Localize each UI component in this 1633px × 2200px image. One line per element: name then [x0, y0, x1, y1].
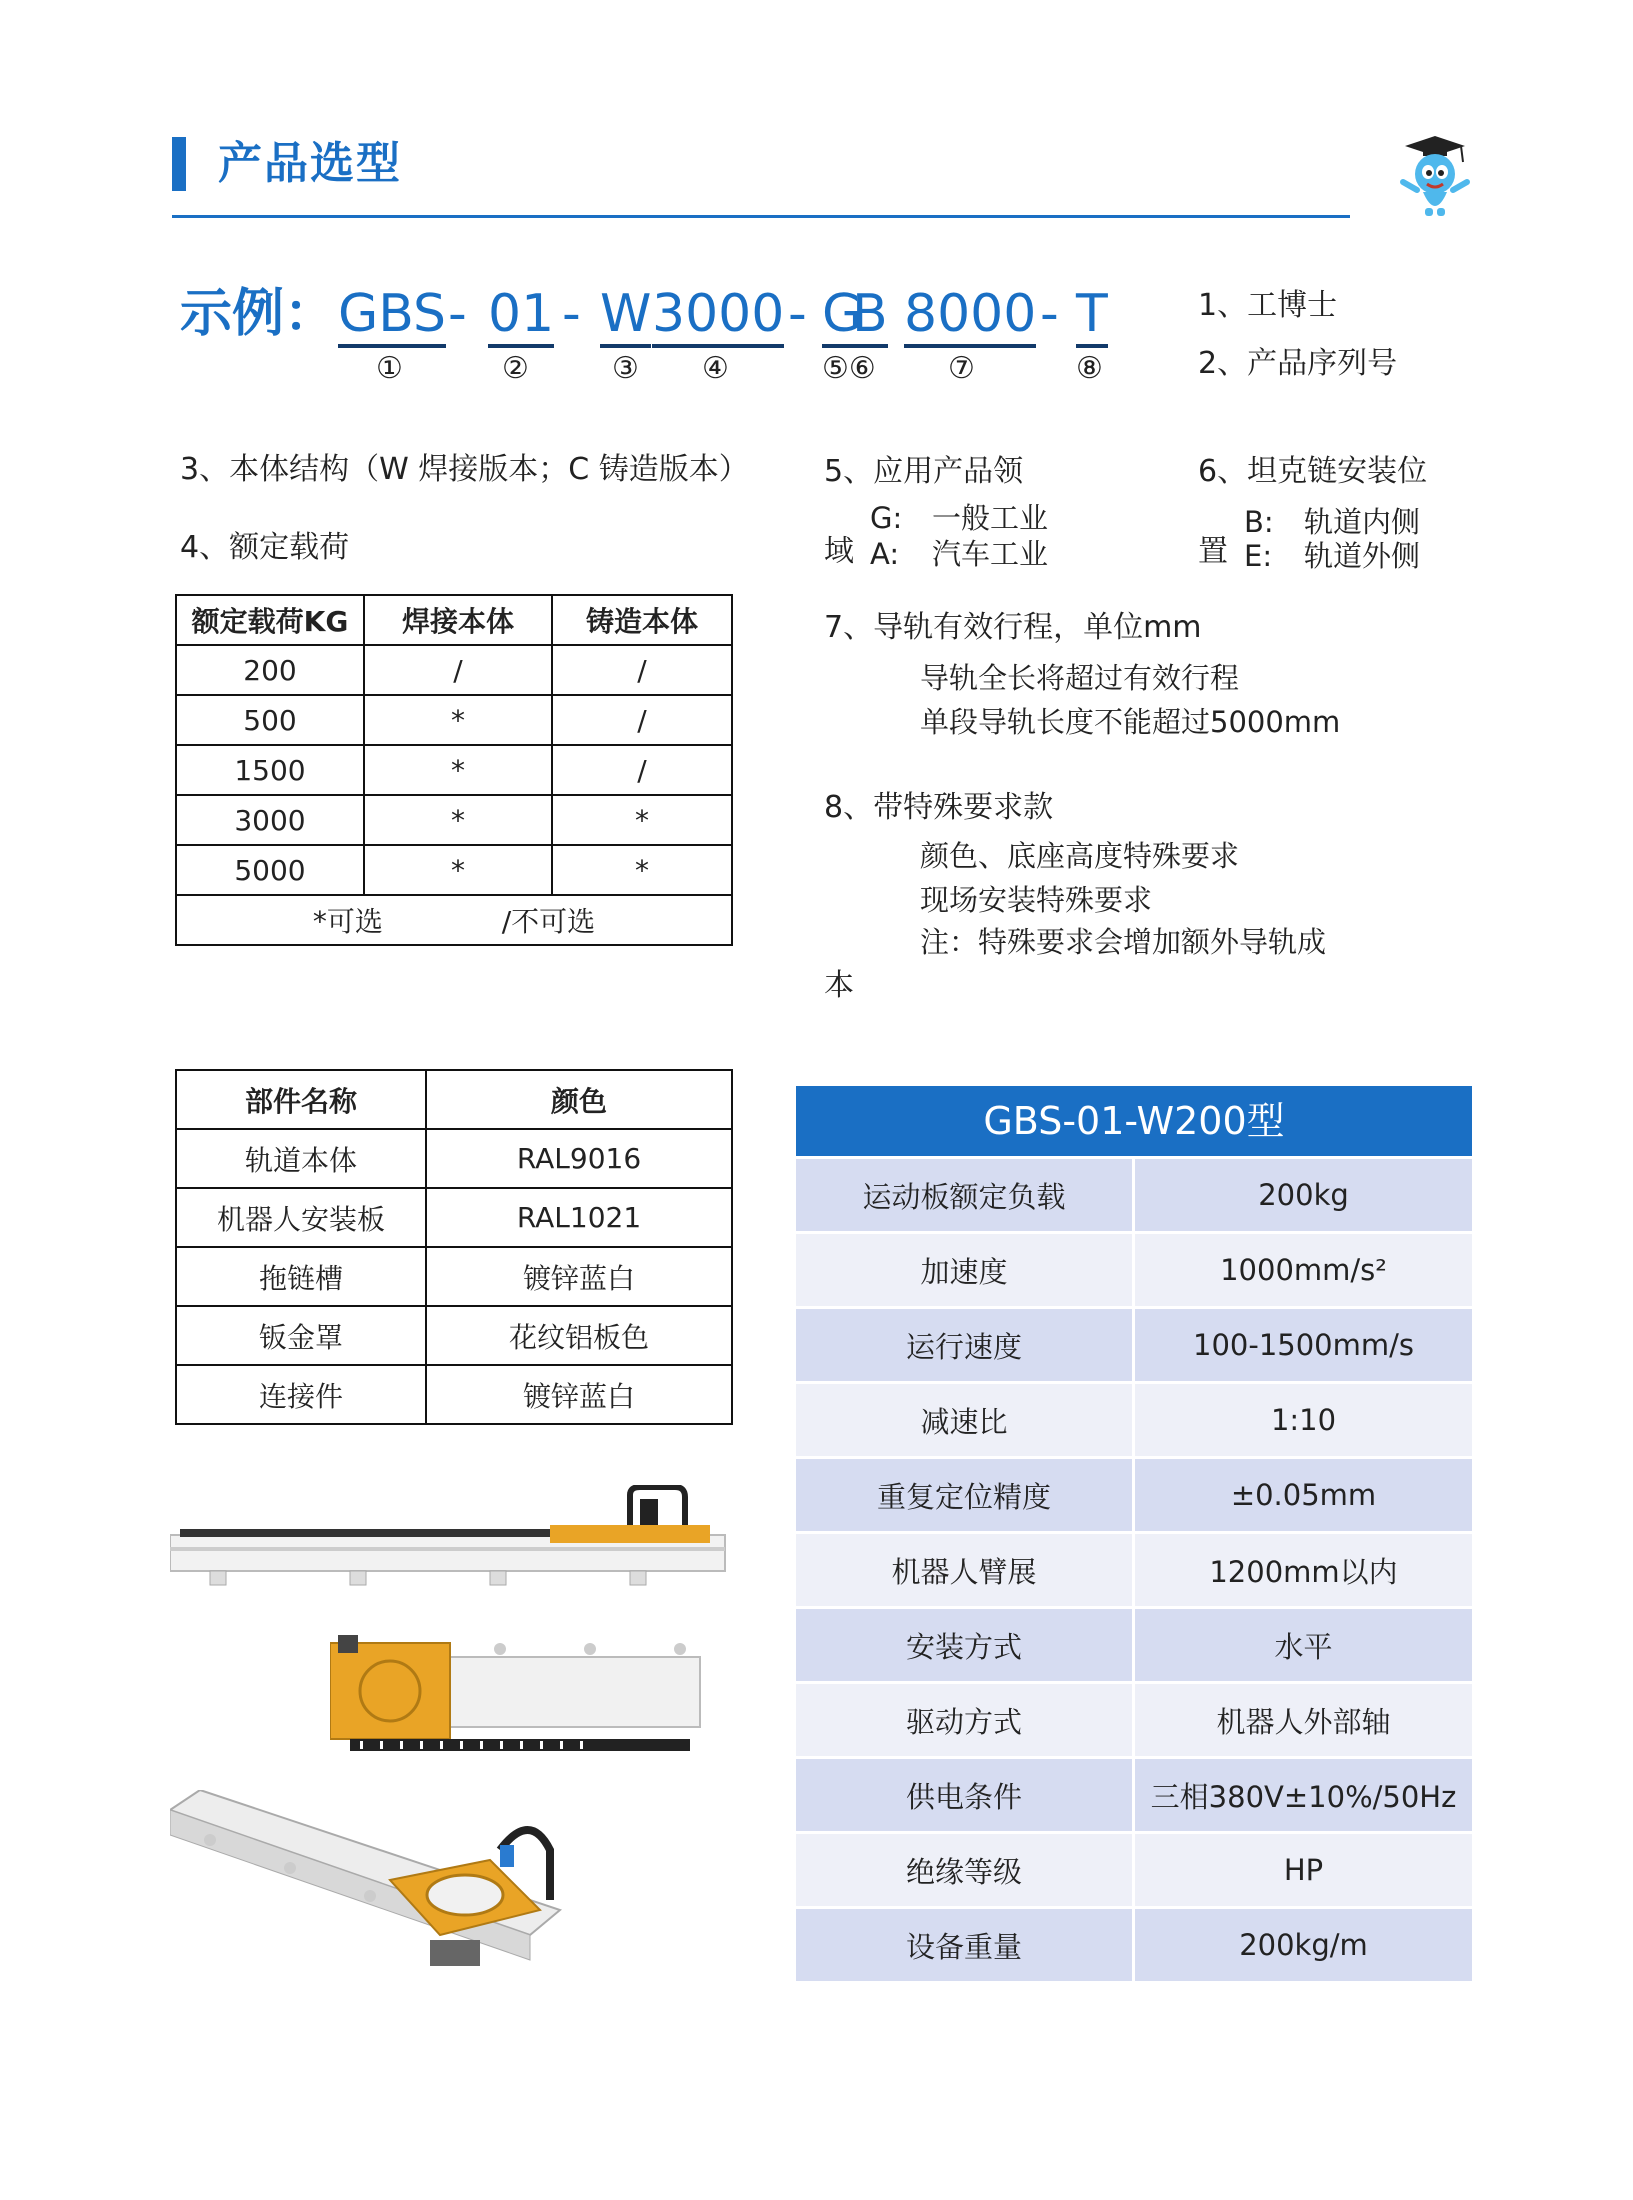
code-serial: 01: [488, 282, 554, 346]
spec-value: 1:10: [1135, 1384, 1472, 1456]
note-6-e-value: 轨道外侧: [1304, 539, 1421, 573]
table-row: [176, 1129, 732, 1188]
table-cell: *: [364, 795, 552, 845]
product-side-view-image: [170, 1485, 735, 1595]
code-dash-3: -: [788, 284, 807, 344]
note-6-tail: 置: [1198, 534, 1228, 569]
code-number-7: ⑦: [948, 351, 975, 386]
table-cell: *: [552, 845, 732, 895]
parts-color-table: [175, 1069, 733, 1425]
table-row: [796, 1681, 1472, 1756]
code-load: 3000: [652, 282, 784, 346]
code-field: G: [822, 282, 862, 346]
code-number-1: ①: [376, 351, 403, 386]
code-number-3: ③: [612, 351, 639, 386]
table-cell: 200: [176, 645, 364, 695]
table-cell: /: [552, 645, 732, 695]
note-4: 4、额定载荷: [180, 530, 350, 565]
spec-value: 200kg/m: [1135, 1909, 1472, 1981]
spec-label: 重复定位精度: [796, 1459, 1135, 1531]
example-prefix: 示例：: [180, 284, 337, 344]
note-5-title: 5、应用产品领: [824, 454, 1024, 489]
code-dash-4: -: [1040, 284, 1059, 344]
table-cell: 花纹铝板色: [426, 1306, 732, 1365]
table-header-row: [176, 1070, 732, 1129]
table-cell: *: [552, 795, 732, 845]
table-cell: 镀锌蓝白: [426, 1365, 732, 1424]
code-number-8: ⑧: [1076, 351, 1103, 386]
note-5-g-key: G:: [870, 501, 903, 535]
code-dash-2: -: [562, 284, 581, 344]
code-dash-1: -: [448, 284, 467, 344]
note-8-title: 8、带特殊要求款: [824, 790, 1054, 825]
spec-label: 机器人臂展: [796, 1534, 1135, 1606]
table-row: [796, 1306, 1472, 1381]
spec-label: 供电条件: [796, 1759, 1135, 1831]
note-8-line-2: 现场安装特殊要求: [920, 883, 1153, 917]
table-row: [796, 1531, 1472, 1606]
code-number-5-6: ⑤⑥: [822, 351, 876, 386]
spec-value: HP: [1135, 1834, 1472, 1906]
note-8-line-1: 颜色、底座高度特殊要求: [920, 839, 1240, 873]
spec-value: 三相380V±10%/50Hz: [1135, 1759, 1472, 1831]
note-8-tail: 本: [824, 968, 854, 1003]
table-row: [176, 645, 732, 695]
note-1: 1、工博士: [1198, 288, 1338, 323]
spec-label: 设备重量: [796, 1909, 1135, 1981]
page-title: 产品选型: [218, 138, 402, 189]
table-legend-cell: [176, 895, 732, 945]
table-row: [176, 745, 732, 795]
note-6-b-value: 轨道内侧: [1304, 505, 1421, 539]
table-cell: *: [364, 745, 552, 795]
spec-label: 安装方式: [796, 1609, 1135, 1681]
spec-label: 加速度: [796, 1234, 1135, 1306]
note-6-e-key: E:: [1244, 539, 1273, 573]
note-6-b-key: B:: [1244, 505, 1274, 539]
table-row: [796, 1231, 1472, 1306]
table-cell: 1500: [176, 745, 364, 795]
table-header-cell: 颜色: [426, 1070, 732, 1129]
code-structure: W: [600, 282, 651, 346]
table-cell: *: [364, 845, 552, 895]
table-row: [176, 845, 732, 895]
spec-label: 驱动方式: [796, 1684, 1135, 1756]
code-brand: GBS: [338, 282, 446, 346]
header-accent-bar: [172, 137, 186, 191]
note-7-line-1: 导轨全长将超过有效行程: [920, 661, 1240, 695]
table-cell: 5000: [176, 845, 364, 895]
spec-label: 运行速度: [796, 1309, 1135, 1381]
legend-not-optional: /不可选: [501, 905, 596, 938]
table-row: [796, 1606, 1472, 1681]
table-row: [176, 1247, 732, 1306]
spec-value: 1200mm以内: [1135, 1534, 1472, 1606]
note-7-line-2: 单段导轨长度不能超过5000mm: [920, 705, 1341, 739]
spec-value: 水平: [1135, 1609, 1472, 1681]
note-6-title: 6、坦克链安装位: [1198, 454, 1428, 489]
spec-table-title: GBS-01-W200型: [796, 1086, 1472, 1156]
table-row: [176, 1188, 732, 1247]
note-5-a-value: 汽车工业: [932, 537, 1049, 571]
table-cell: 500: [176, 695, 364, 745]
table-row: [796, 1381, 1472, 1456]
table-row: [176, 1365, 732, 1424]
mascot-logo-icon: [1395, 130, 1475, 220]
note-7-title: 7、导轨有效行程，单位mm: [824, 610, 1202, 645]
table-cell: *: [364, 695, 552, 745]
spec-value: 100-1500mm/s: [1135, 1309, 1472, 1381]
table-row: [176, 695, 732, 745]
spec-table: [796, 1086, 1472, 1981]
table-cell: RAL9016: [426, 1129, 732, 1188]
table-row: [796, 1756, 1472, 1831]
code-chain: B: [852, 282, 888, 346]
table-cell: /: [364, 645, 552, 695]
note-5-g-value: 一般工业: [932, 501, 1049, 535]
table-cell: 机器人安装板: [176, 1188, 426, 1247]
spec-value: ±0.05mm: [1135, 1459, 1472, 1531]
table-header-cell: 部件名称: [176, 1070, 426, 1129]
spec-label: 运动板额定负载: [796, 1159, 1135, 1231]
table-legend-row: [176, 895, 732, 945]
spec-label: 绝缘等级: [796, 1834, 1135, 1906]
table-row: [796, 1831, 1472, 1906]
table-row: [176, 795, 732, 845]
table-cell: 轨道本体: [176, 1129, 426, 1188]
table-header-cell: 焊接本体: [364, 595, 552, 645]
table-header-row: [176, 595, 732, 645]
product-perspective-view-image: [170, 1790, 590, 1995]
note-5-tail: 域: [824, 534, 854, 569]
note-8-line-3: 注：特殊要求会增加额外导轨成: [920, 925, 1327, 959]
code-number-4: ④: [702, 351, 729, 386]
spec-label: 减速比: [796, 1384, 1135, 1456]
table-cell: /: [552, 695, 732, 745]
table-header-cell: 额定载荷KG: [176, 595, 364, 645]
table-cell: /: [552, 745, 732, 795]
table-row: [796, 1456, 1472, 1531]
table-cell: 镀锌蓝白: [426, 1247, 732, 1306]
table-row: [796, 1156, 1472, 1231]
note-2: 2、产品序列号: [1198, 346, 1398, 381]
spec-value: 1000mm/s²: [1135, 1234, 1472, 1306]
table-header-cell: 铸造本体: [552, 595, 732, 645]
table-cell: 钣金罩: [176, 1306, 426, 1365]
spec-value: 机器人外部轴: [1135, 1684, 1472, 1756]
spec-value: 200kg: [1135, 1159, 1472, 1231]
load-table: [175, 594, 733, 946]
table-cell: 连接件: [176, 1365, 426, 1424]
code-special: T: [1076, 282, 1108, 346]
product-top-view-image: [330, 1635, 715, 1760]
note-5-a-key: A:: [870, 537, 900, 571]
note-3: 3、本体结构（W 焊接版本；C 铸造版本）: [180, 452, 749, 487]
table-row: [176, 1306, 732, 1365]
code-number-2: ②: [502, 351, 529, 386]
table-cell: RAL1021: [426, 1188, 732, 1247]
table-row: [796, 1906, 1472, 1981]
code-stroke: 8000: [904, 282, 1036, 346]
header-divider: [172, 215, 1350, 218]
legend-optional: *可选: [312, 905, 383, 938]
table-cell: 3000: [176, 795, 364, 845]
table-cell: 拖链槽: [176, 1247, 426, 1306]
